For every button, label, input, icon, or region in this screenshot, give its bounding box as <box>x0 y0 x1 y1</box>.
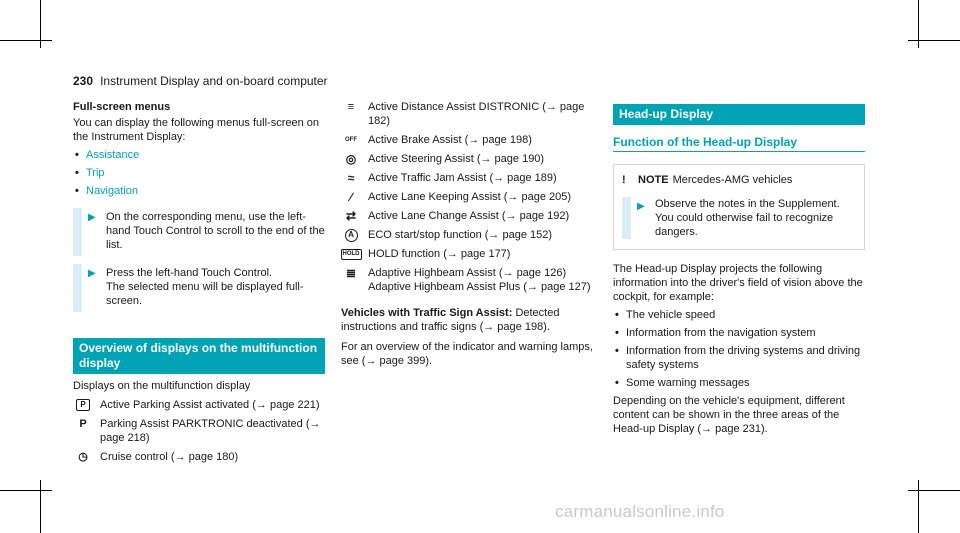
traffic-jam-assist-icon: ≈ <box>347 171 355 185</box>
icon-entry: HOLD HOLD function (→ page 177) <box>342 248 511 260</box>
traffic-sign-assist-paragraph <box>341 306 597 334</box>
overview-intro: Displays on the multifunction display <box>73 380 251 392</box>
fullscreen-text: You can display the following menus full-screen on the Instrument Display: <box>73 117 320 143</box>
icon-entry: P Parking Assist PARKTRONIC deactivated (→ page 218) <box>73 417 325 445</box>
column-middle <box>341 100 597 368</box>
icon-entry: ≈ Active Traffic Jam Assist (→ page 189) <box>341 171 597 185</box>
overview-heading: Overview of displays on the multifunction display <box>73 338 325 374</box>
icon-entry: ◎ Active Steering Assist (→ page 190) <box>341 152 597 166</box>
hud-intro: The Head-up Display projects the following information into the driver's field of vision above the cockpit, for example: <box>613 263 863 303</box>
list-item: • Information from the navigation system <box>615 327 816 339</box>
crop-mark <box>0 40 52 41</box>
icon-entry: ≣ Adaptive Highbeam Assist (→ page 126) Adaptive Highbeam Assist Plus (→ page 127) <box>341 266 597 294</box>
crop-mark <box>40 480 41 533</box>
hold-icon: HOLD <box>341 247 361 261</box>
crop-mark <box>918 480 919 533</box>
watermark: carmanualsonline.info <box>555 502 725 521</box>
page-header <box>73 74 873 94</box>
tsa-text: Detected instructions and traffic signs (→ page 198). <box>341 307 560 333</box>
crop-mark <box>0 490 52 491</box>
menu-list <box>73 148 325 198</box>
instruction-step <box>73 208 325 256</box>
list-item: • Some warning messages <box>615 377 750 389</box>
column-right <box>613 100 865 436</box>
hud-outro: Depending on the vehicle's equipment, different content can be shown in the three areas of the Head-up Display (→ page 231). <box>613 395 845 435</box>
column-left <box>73 100 325 464</box>
instruction-step <box>73 264 325 312</box>
cruise-control-icon: ◷ <box>78 451 88 463</box>
lane-keeping-assist-icon: ∕ <box>349 190 352 204</box>
icon-entry: ∕ Active Lane Keeping Assist (→ page 205) <box>341 190 597 204</box>
step-arrow-icon: ▶ <box>88 212 96 223</box>
instruction-text: On the corresponding menu, use the left-hand Touch Control to scroll to the end of the list. <box>106 211 325 251</box>
list-item: • The vehicle speed <box>615 309 716 321</box>
icon-entry: A ECO start/stop function (→ page 152) <box>341 228 597 242</box>
brake-assist-off-icon: OFF <box>345 137 357 143</box>
menu-link-navigation[interactable]: Navigation <box>86 185 138 197</box>
page-title: Instrument Display and on-board computer <box>100 74 328 88</box>
instruction-text: Press the left-hand Touch Control. The selected menu will be displayed full-screen. <box>106 267 304 307</box>
menu-link-trip[interactable]: Trip <box>86 167 105 179</box>
list-item: • Navigation <box>75 185 138 197</box>
distance-assist-icon: ≡ <box>347 101 355 113</box>
crop-mark <box>908 40 960 41</box>
icon-entry: ⇄ Active Lane Change Assist (→ page 192) <box>341 209 597 223</box>
note-text: Observe the notes in the Supplement. You could otherwise fail to recognize dangers. <box>655 198 840 238</box>
warning-icon: ! <box>622 174 626 186</box>
overview-paragraph: For an overview of the indicator and warning lamps, see (→ page 399). <box>341 341 593 367</box>
adaptive-highbeam-icon: ≣ <box>345 266 357 280</box>
icon-entry: P Active Parking Assist activated (→ page 221) <box>73 398 325 412</box>
menu-link-assistance[interactable]: Assistance <box>86 149 140 161</box>
icon-entry: ≡ Active Distance Assist DISTRONIC (→ page 182) <box>341 100 597 128</box>
fullscreen-heading: Full-screen menus <box>73 101 171 113</box>
steering-assist-icon: ◎ <box>345 152 357 166</box>
function-title: Function of the Head-up Display <box>613 135 865 152</box>
icon-entry: OFF Active Brake Assist (→ page 198) <box>341 133 597 147</box>
list-item: • Information from the driving systems and driving safety systems <box>615 345 861 371</box>
list-item: • Assistance <box>75 149 140 161</box>
eco-start-stop-icon: A <box>341 228 361 242</box>
list-item: • Trip <box>75 167 105 179</box>
tsa-heading: Vehicles with Traffic Sign Assist: <box>341 307 513 319</box>
step-arrow-icon: ▶ <box>88 268 96 279</box>
page-number: 230 <box>73 74 94 88</box>
crop-mark <box>908 490 960 491</box>
step-arrow-icon: ▶ <box>637 201 645 212</box>
hud-items <box>613 308 865 390</box>
note-title: NOTE <box>638 174 669 186</box>
section-title: Head-up Display <box>613 104 865 125</box>
icon-entry: ◷ Cruise control (→ page 180) <box>73 450 325 464</box>
parktronic-off-icon: P <box>79 418 87 430</box>
note-subtitle: Mercedes-AMG vehicles <box>672 174 793 186</box>
note-box <box>613 164 865 250</box>
parking-assist-active-icon: P <box>73 398 93 412</box>
lane-change-assist-icon: ⇄ <box>345 209 357 223</box>
